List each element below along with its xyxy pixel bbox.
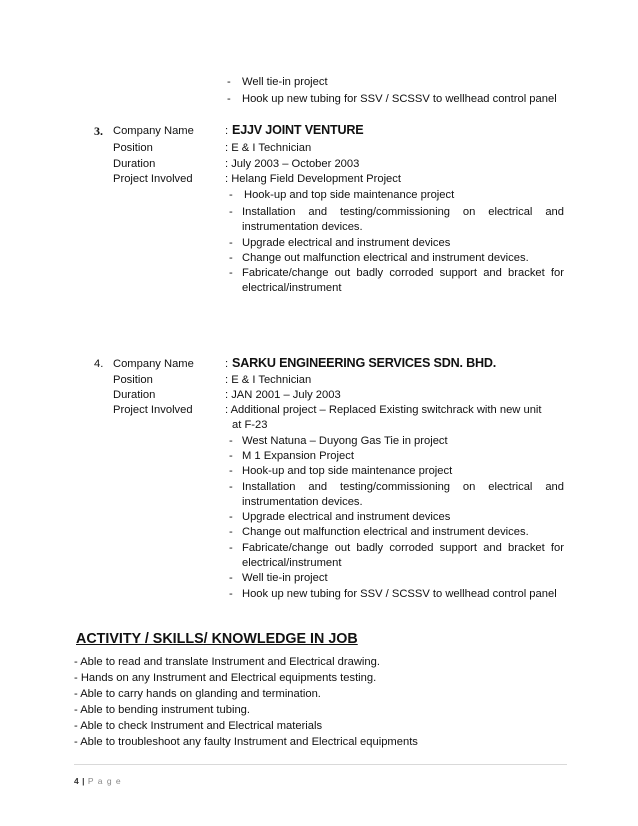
bullet-dash: - (229, 252, 233, 264)
bullet-text: Well tie-in project (242, 572, 328, 584)
skill-item: - Hands on any Instrument and Electrical equipments testing. (74, 672, 377, 684)
position-label: Position (113, 374, 153, 386)
colon: : (225, 358, 229, 370)
skill-item: - Able to carry hands on glanding and termination. (74, 688, 321, 700)
bullet-dash: - (229, 511, 233, 523)
bullet-dash: - (229, 542, 233, 554)
bullet-dash: - (227, 76, 231, 88)
project-value: : Helang Field Development Project (225, 173, 401, 185)
bullet-text: Upgrade electrical and instrument devices (242, 237, 451, 249)
bullet-text: Installation and testing/commissioning on electrical and (242, 481, 564, 493)
footer-separator: | (82, 776, 85, 786)
bullet-text: Hook-up and top side maintenance project (244, 189, 455, 201)
bullet-dash: - (229, 572, 233, 584)
bullet-text: Hook-up and top side maintenance project (242, 465, 453, 477)
skill-item: - Able to read and translate Instrument and Electrical drawing. (74, 656, 380, 668)
duration-value: : July 2003 – October 2003 (225, 158, 360, 170)
position-value: : E & I Technician (225, 374, 312, 386)
section-number: 4. (94, 358, 104, 370)
bullet-dash: - (229, 206, 233, 218)
bullet-text: Change out malfunction electrical and instrument devices. (242, 526, 529, 538)
bullet-dash: - (229, 450, 233, 462)
duration-value: : JAN 2001 – July 2003 (225, 389, 341, 401)
bullet-dash: - (229, 465, 233, 477)
skill-item: - Able to troubleshoot any faulty Instrument and Electrical equipments (74, 736, 418, 748)
bullet-text: Hook up new tubing for SSV / SCSSV to wellhead control panel (242, 93, 557, 105)
company-name: EJJV JOINT VENTURE (232, 123, 364, 137)
colon: : (225, 125, 229, 137)
position-value: : E & I Technician (225, 142, 312, 154)
bullet-text: Fabricate/change out badly corroded support and bracket for (242, 267, 564, 279)
bullet-text: West Natuna – Duyong Gas Tie in project (242, 435, 448, 447)
duration-label: Duration (113, 158, 156, 170)
project-value: : Additional project – Replaced Existing switchrack with new unit (225, 404, 542, 416)
duration-label: Duration (113, 389, 156, 401)
bullet-dash: - (229, 189, 233, 201)
bullet-text: Hook up new tubing for SSV / SCSSV to wellhead control panel (242, 588, 557, 600)
bullet-dash: - (229, 588, 233, 600)
bullet-text: Change out malfunction electrical and instrument devices. (242, 252, 529, 264)
bullet-text-cont: electrical/instrument (242, 557, 342, 569)
bullet-dash: - (229, 435, 233, 447)
page-number: 4 (74, 776, 79, 786)
page-footer (74, 776, 122, 786)
project-value-cont: at F-23 (232, 419, 268, 431)
position-label: Position (113, 142, 153, 154)
bullet-text: Upgrade electrical and instrument devices (242, 511, 451, 523)
bullet-text: Installation and testing/commissioning on electrical and (242, 206, 564, 218)
bullet-text: Well tie-in project (242, 76, 328, 88)
footer-divider (74, 764, 567, 765)
company-label: Company Name (113, 358, 194, 370)
bullet-text: Fabricate/change out badly corroded support and bracket for (242, 542, 564, 554)
skills-heading: ACTIVITY / SKILLS/ KNOWLEDGE IN JOB (76, 631, 358, 647)
bullet-dash: - (229, 267, 233, 279)
bullet-dash: - (229, 481, 233, 493)
company-name: SARKU ENGINEERING SERVICES SDN. BHD. (232, 356, 497, 370)
company-label: Company Name (113, 125, 194, 137)
page-word: P a g e (87, 776, 122, 786)
bullet-dash: - (229, 237, 233, 249)
bullet-text: M 1 Expansion Project (242, 450, 354, 462)
project-label: Project Involved (113, 404, 193, 416)
skill-item: - Able to bending instrument tubing. (74, 704, 251, 716)
project-label: Project Involved (113, 173, 193, 185)
bullet-text-cont: instrumentation devices. (242, 496, 363, 508)
bullet-dash: - (229, 526, 233, 538)
skill-item: - Able to check Instrument and Electrical materials (74, 720, 323, 732)
bullet-text-cont: instrumentation devices. (242, 221, 363, 233)
bullet-dash: - (227, 93, 231, 105)
bullet-text-cont: electrical/instrument (242, 282, 342, 294)
section-number: 3. (94, 124, 103, 138)
